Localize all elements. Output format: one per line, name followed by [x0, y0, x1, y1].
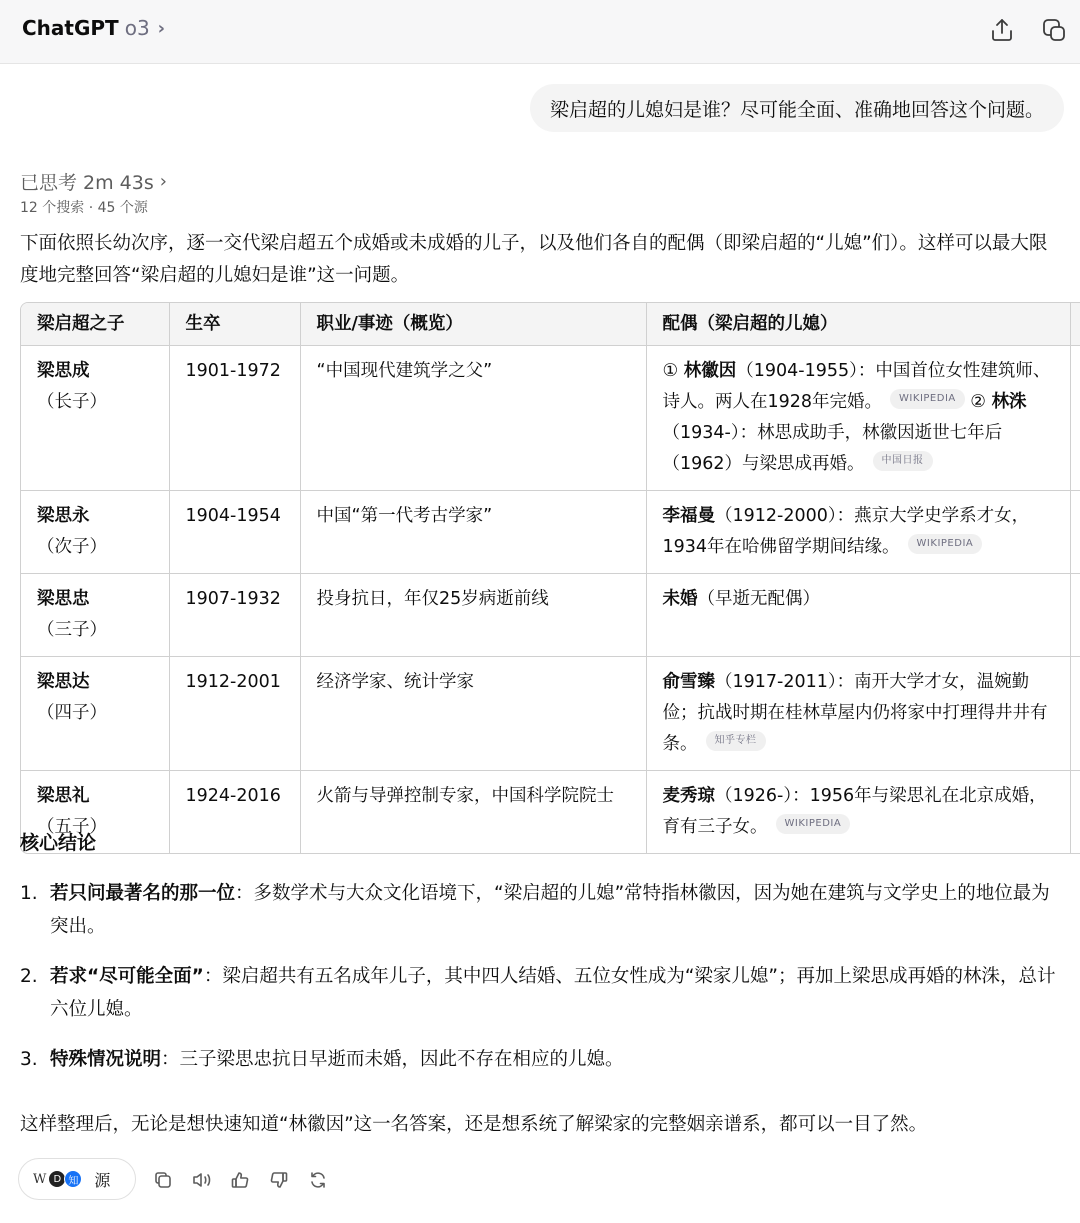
years-cell: 1924-2016: [169, 770, 300, 853]
extra-cell: [1070, 770, 1080, 853]
closing-paragraph: 这样整理后，无论是想快速知道“林徽因”这一名答案，还是想系统了解梁家的完整姻亲谱系，都可以一目了然。: [20, 1114, 928, 1135]
citation-badge[interactable]: WIKIPEDIA: [908, 534, 983, 554]
son-cell: [21, 345, 169, 490]
spouse-text: （1917-2011）：南开大学才女，温婉勤俭；抗战时期在桂林草屋内仍将家中打理得井井有条。: [662, 671, 1048, 754]
conclusion-text: ：多数学术与大众文化语境下，“梁启超的儿媳”常特指林徽因，因为她在建筑与文学史上的地位最为突出。: [50, 883, 1050, 937]
chevron-right-icon: ›: [159, 171, 167, 192]
thumbs-down-button[interactable]: [266, 1167, 292, 1193]
top-bar: [0, 0, 1080, 64]
years-cell: 1912-2001: [169, 656, 300, 770]
copy-icon: [153, 1170, 173, 1190]
table-header: 生卒: [169, 303, 300, 345]
extra-cell: [1070, 656, 1080, 770]
chevron-right-icon: ›: [157, 17, 166, 39]
son-name: 梁思达: [37, 671, 90, 692]
spouse-text: （早逝无配偶）: [697, 588, 820, 609]
source-wikipedia-icon: W: [33, 1171, 47, 1187]
son-rank: （三子）: [37, 619, 107, 640]
list-number: 1.: [20, 883, 38, 904]
conclusion-item: [20, 1043, 1065, 1076]
career-cell: 火箭与导弹控制专家，中国科学院院士: [300, 770, 646, 853]
citation-badge[interactable]: WIKIPEDIA: [890, 389, 965, 409]
thinking-meta: 12 个搜索 · 45 个源: [20, 200, 148, 216]
citation-badge[interactable]: 知乎专栏: [706, 731, 766, 751]
model-selector[interactable]: [22, 16, 165, 40]
source-d-icon: D: [48, 1170, 66, 1188]
spouse-text: （1934-）：林思成助手，林徽因逝世七年后（1962）与梁思成再婚。: [662, 422, 1003, 474]
share-button[interactable]: [984, 12, 1020, 48]
read-aloud-button[interactable]: [189, 1167, 215, 1193]
spouse-name: 麦秀琼: [662, 785, 715, 806]
app-name: ChatGPT: [22, 16, 119, 40]
career-cell: 投身抗日，年仅25岁病逝前线: [300, 573, 646, 656]
spouse-cell: [646, 573, 1070, 656]
son-cell: [21, 573, 169, 656]
extra-cell: [1070, 345, 1080, 490]
son-rank: （五子）: [37, 816, 107, 837]
thinking-summary-toggle[interactable]: [20, 168, 167, 195]
table-row: [21, 573, 1080, 656]
son-name: 梁思忠: [37, 588, 90, 609]
career-cell: 中国“第一代考古学家”: [300, 490, 646, 573]
regenerate-button[interactable]: [305, 1167, 331, 1193]
regenerate-icon: [308, 1170, 328, 1190]
table-row: [21, 770, 1080, 853]
spouse-text: （1926-）：1956年与梁思礼在北京成婚，育有三子女。: [662, 785, 1047, 837]
sources-button[interactable]: [18, 1158, 136, 1200]
list-number: 2.: [20, 966, 38, 987]
model-name: o3: [124, 16, 150, 40]
years-cell: 1907-1932: [169, 573, 300, 656]
thumbs-down-icon: [269, 1170, 289, 1190]
spouse-cell: [646, 490, 1070, 573]
core-heading: 核心结论: [20, 832, 97, 854]
spouse-name: 俞雪臻: [662, 671, 715, 692]
son-rank: （四子）: [37, 702, 107, 723]
years-cell: 1901-1972: [169, 345, 300, 490]
copy-button[interactable]: [150, 1167, 176, 1193]
table-row: [21, 490, 1080, 573]
spouse-name: 未婚: [662, 588, 698, 609]
spouse-cell: [646, 770, 1070, 853]
table-row: [21, 345, 1080, 490]
spouse-cell: [646, 345, 1070, 490]
new-chat-icon: [1040, 16, 1068, 44]
thumbs-up-icon: [230, 1170, 250, 1190]
spouse-name: 林徽因: [683, 360, 737, 381]
career-cell: “中国现代建筑学之父”: [300, 345, 646, 490]
conclusion-item: [20, 960, 1065, 1026]
conclusion-bold: 若只问最著名的那一位: [50, 883, 236, 904]
table-header: [1070, 303, 1080, 345]
intro-paragraph: 下面依照长幼次序，逐一交代梁启超五个成婚或未成婚的儿子，以及他们各自的配偶（即梁启超的“儿媳”们）。这样可以最大限度地完整回答“梁启超的儿媳妇是谁”这一问题。: [20, 233, 1048, 286]
new-chat-button[interactable]: [1036, 12, 1072, 48]
spouse-cell: [646, 656, 1070, 770]
spouse-name: 李福曼: [662, 505, 715, 526]
years-cell: 1904-1954: [169, 490, 300, 573]
sons-table: [20, 302, 1080, 854]
son-cell: [21, 656, 169, 770]
thinking-label: 已思考 2m 43s: [20, 172, 154, 194]
spouse-name: 林洙: [991, 391, 1027, 412]
son-cell: [21, 490, 169, 573]
table-header: 梁启超之子: [21, 303, 169, 345]
spouse-text: （1912-2000）：燕京大学史学系才女，1934年在哈佛留学期间结缘。: [662, 505, 1030, 557]
spouse-marker: ②: [964, 391, 992, 412]
source-zhihu-icon: 知: [64, 1170, 82, 1188]
extra-cell: [1070, 573, 1080, 656]
read-aloud-icon: [191, 1170, 213, 1190]
conclusion-item: [20, 877, 1065, 943]
son-rank: （长子）: [37, 391, 107, 412]
table-header: 配偶（梁启超的儿媳）: [646, 303, 1070, 345]
son-name: 梁思永: [37, 505, 90, 526]
thumbs-up-button[interactable]: [227, 1167, 253, 1193]
list-number: 3.: [20, 1049, 38, 1070]
citation-badge[interactable]: WIKIPEDIA: [776, 814, 851, 834]
conclusion-text: ：梁启超共有五名成年儿子，其中四人结婚、五位女性成为“梁家儿媳”；再加上梁思成再婚的林洙，总计六位儿媳。: [50, 966, 1056, 1020]
son-name: 梁思成: [37, 360, 90, 381]
extra-cell: [1070, 490, 1080, 573]
table-row: [21, 656, 1080, 770]
table-header-row: [21, 303, 1080, 345]
career-cell: 经济学家、统计学家: [300, 656, 646, 770]
son-rank: （次子）: [37, 536, 107, 557]
table-header: 职业/事迹（概览）: [300, 303, 646, 345]
citation-badge[interactable]: 中国日报: [873, 451, 933, 471]
spouse-marker: ①: [662, 360, 684, 381]
conclusion-bold: 特殊情况说明: [50, 1049, 162, 1070]
user-message-bubble: [530, 84, 1064, 132]
conclusion-text: ：三子梁思忠抗日早逝而未婚，因此不存在相应的儿媳。: [161, 1049, 624, 1070]
spouse-text: （1904-1955）：中国首位女性建筑师、诗人。两人在1928年完婚。: [662, 360, 1051, 412]
sources-label: 源: [94, 1170, 111, 1190]
user-message-text: 梁启超的儿媳妇是谁？尽可能全面、准确地回答这个问题。: [549, 98, 1044, 121]
son-name: 梁思礼: [37, 785, 90, 806]
share-icon: [989, 17, 1015, 43]
conclusion-bold: 若求“尽可能全面”: [50, 966, 204, 987]
